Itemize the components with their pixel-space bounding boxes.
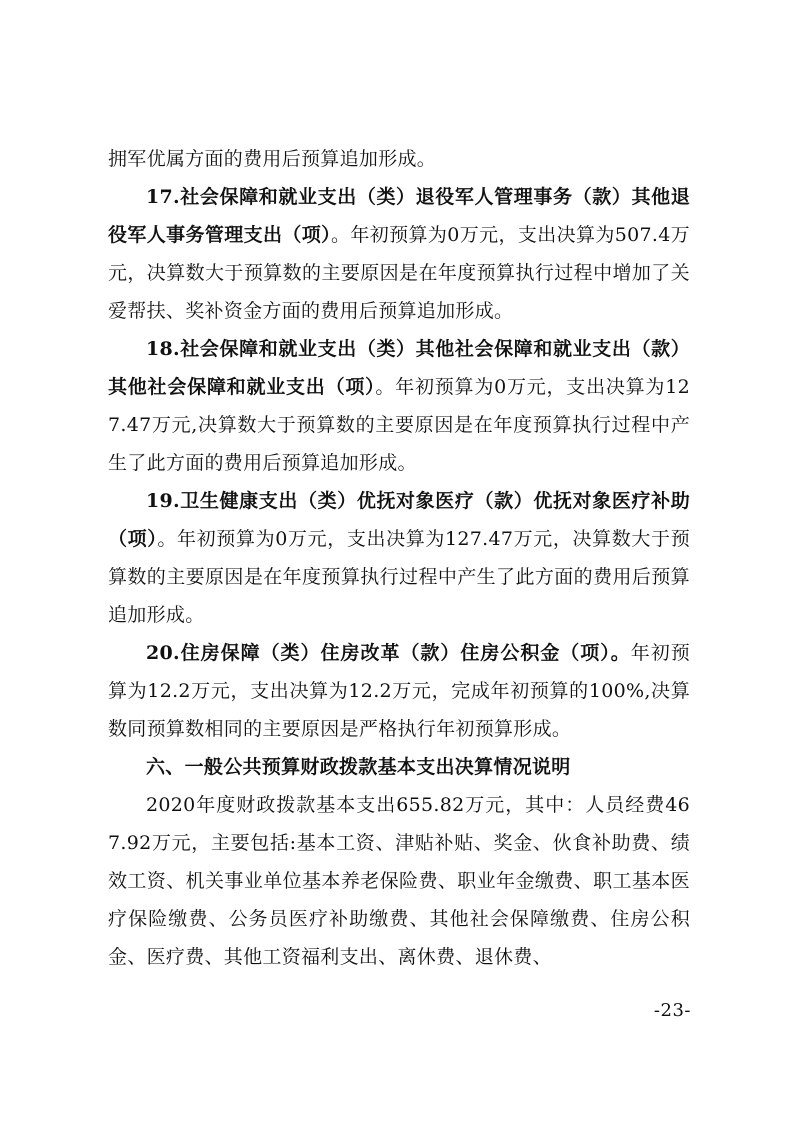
paragraph-text: 。年初预算为0万元，支出决算为507.4万元，决算数大于预算数的主要原因是在年度预算执行过程中增加了关爱帮扶、奖补资金方面的费用后预算追加形成。	[108, 224, 690, 322]
paragraph-item-18	[108, 330, 690, 482]
paragraph-item-20	[108, 634, 690, 748]
paragraph-text: 拥军优属方面的费用后预算追加形成。	[108, 148, 437, 170]
paragraph-item-19	[108, 482, 690, 634]
paragraph-continuation	[108, 140, 690, 178]
section-body-paragraph: 2020年度财政拨款基本支出655.82万元，其中：人员经费467.92万元，主要包括:基本工资、津贴补贴、奖金、伙食补助费、绩效工资、机关事业单位基本养老保险费、职业年金缴费、职工基本医疗保险缴费、公务员医疗补助缴费、其他社会保障缴费、住房公积金、医疗费、其他工资福利支出、离休费、退休费、	[108, 794, 690, 968]
paragraph-text: 。年初预算为0万元，支出决算为127.47万元,决算数大于预算数的主要原因是在年度预算执行过程中产生了此方面的费用后预算追加形成。	[108, 376, 690, 474]
item-heading: 20.住房保障（类）住房改革（款）住房公积金（项）。	[146, 642, 631, 664]
document-body	[108, 140, 690, 976]
item-heading: 18.社会保障和就业支出（类）其他社会保障和就业支出（款）其他社会保障和就业支出（项）	[108, 338, 690, 398]
paragraph-item-17	[108, 178, 690, 330]
section-heading: 六、一般公共预算财政拨款基本支出决算情况说明	[146, 756, 571, 778]
item-heading: 19.卫生健康支出（类）优抚对象医疗（款）优抚对象医疗补助（项）	[108, 490, 690, 550]
item-heading: 17.社会保障和就业支出（类）退役军人管理事务（款）其他退役军人事务管理支出（项）	[108, 186, 690, 246]
paragraph-text: 。年初预算为0万元，支出决算为127.47万元，决算数大于预算数的主要原因是在年度预算执行过程中产生了此方面的费用后预算追加形成。	[108, 528, 690, 626]
paragraph-text: 年初预算为12.2万元，支出决算为12.2万元，完成年初预算的100%,决算数同预算数相同的主要原因是严格执行年初预算形成。	[108, 642, 690, 740]
page-number: -23-	[653, 1000, 691, 1021]
